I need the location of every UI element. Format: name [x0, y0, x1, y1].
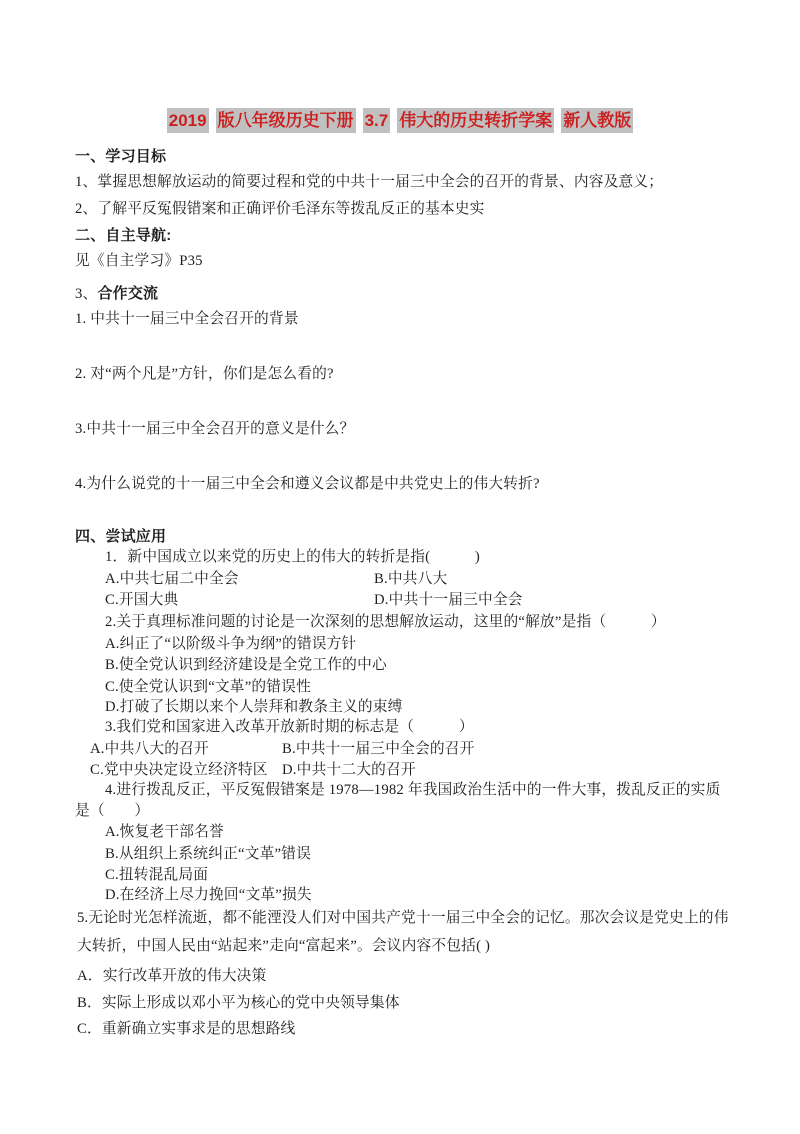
heading-learning-goals: 一、学习目标: [75, 148, 167, 165]
practice-q4-stem-line2: 是（ ）: [75, 803, 150, 819]
practice-q5-stem-line2: 大转折，中国人民由“站起来”走向“富起来”。会议内容不包括( ): [77, 938, 491, 954]
document-title: [0, 106, 800, 131]
practice-q4-stem-line1: 4.进行拨乱反正，平反冤假错案是 1978—1982 年我国政治生活中的一件大事，拨乱反正的实质: [105, 782, 721, 798]
learning-goal-item-2: 2、了解平反冤假错案和正确评价毛泽东等拨乱反正的基本史实: [75, 201, 485, 217]
title-segment-edition: 新人教版: [561, 108, 633, 133]
practice-q5-option-b: B．实际上形成以邓小平为核心的党中央领导集体: [77, 995, 400, 1011]
cooperation-question-4: 4.为什么说党的十一届三中全会和遵义会议都是中共党史上的伟大转折?: [75, 476, 540, 492]
practice-q1-option-d: D.中共十一届三中全会: [374, 592, 523, 608]
practice-q3-option-b: B.中共十一届三中全会的召开: [282, 741, 475, 757]
practice-q3-option-a: A.中共八大的召开: [90, 741, 209, 757]
practice-q1-option-a: A.中共七届二中全会: [105, 571, 239, 587]
practice-q3-option-c: C.党中央决定设立经济特区: [90, 762, 268, 778]
heading-cooperation: [75, 285, 158, 303]
practice-q3-stem: 3.我们党和国家进入改革开放新时期的标志是（ ）: [105, 719, 474, 735]
title-segment-book: 版八年级历史下册: [216, 108, 356, 133]
cooperation-question-1: 1. 中共十一届三中全会召开的背景: [75, 311, 299, 327]
practice-q1-option-c: C.开国大典: [105, 592, 179, 608]
heading-cooperation-number: 3、: [75, 286, 98, 302]
heading-practice: 四、尝试应用: [75, 528, 167, 545]
practice-q2-option-a: A.纠正了“以阶级斗争为纲”的错误方针: [105, 636, 357, 652]
practice-q2-option-b: B.使全党认识到经济建设是全党工作的中心: [105, 657, 387, 673]
practice-q5-stem-line1: 5.无论时光怎样流逝，都不能湮没人们对中国共产党十一届三中全会的记忆。那次会议是党史上的伟: [77, 910, 729, 926]
cooperation-question-3: 3.中共十一届三中全会召开的意义是什么？: [75, 421, 355, 437]
self-guide-note: 见《自主学习》P35: [75, 253, 203, 269]
practice-q1-option-b: B.中共八大: [374, 571, 448, 587]
practice-q2-option-d: D.打破了长期以来个人崇拜和教条主义的束缚: [105, 699, 403, 715]
title-segment-chapter: 3.7: [363, 108, 391, 133]
practice-q3-option-d: D.中共十二大的召开: [282, 762, 416, 778]
practice-q2-option-c: C.使全党认识到“文革”的错误性: [105, 679, 311, 695]
practice-q4-option-d: D.在经济上尽力挽回“文革”损失: [105, 887, 312, 903]
title-segment-year: 2019: [167, 108, 209, 133]
practice-q5-option-a: A．实行改革开放的伟大决策: [77, 968, 267, 984]
practice-q1-stem: 1．新中国成立以来党的历史上的伟大的转折是指( ): [105, 549, 481, 565]
practice-q4-option-a: A.恢复老干部名誉: [105, 824, 224, 840]
practice-q2-stem: 2.关于真理标准问题的讨论是一次深刻的思想解放运动，这里的“解放”是指（ ）: [105, 614, 666, 630]
practice-q4-option-b: B.从组织上系统纠正“文革”错误: [105, 846, 311, 862]
heading-cooperation-label: 合作交流: [97, 285, 159, 302]
title-segment-lesson: 伟大的历史转折学案: [397, 108, 554, 133]
cooperation-question-2: 2. 对“两个凡是”方针，你们是怎么看的?: [75, 366, 334, 382]
practice-q4-option-c: C.扭转混乱局面: [105, 867, 209, 883]
practice-q5-option-c: C．重新确立实事求是的思想路线: [77, 1021, 296, 1037]
learning-goal-item-1: 1、掌握思想解放运动的简要过程和党的中共十一届三中全会的召开的背景、内容及意义；: [75, 174, 664, 190]
heading-self-guide: 二、自主导航:: [75, 227, 172, 244]
